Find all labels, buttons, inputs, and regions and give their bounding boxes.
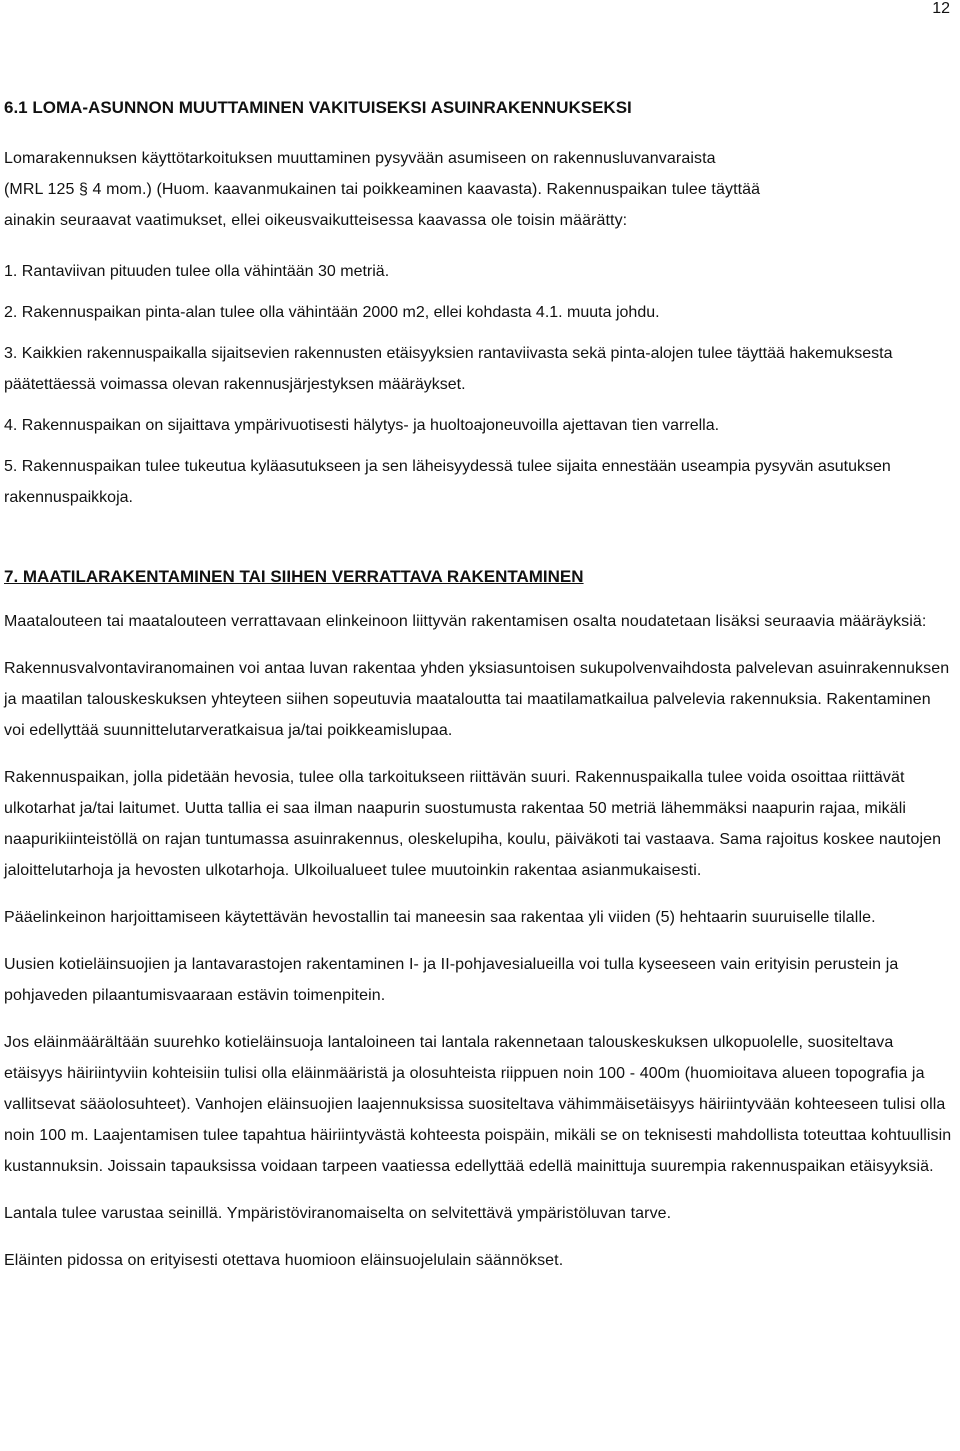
intro-line: (MRL 125 § 4 mom.) (Huom. kaavanmukainen tai poikkeaminen kaavasta). Rakennuspaikan tulee täyttää <box>4 181 761 198</box>
paragraph: Maatalouteen tai maatalouteen verrattavaan elinkeinoon liittyvän rakentamisen osalta noudatetaan lisäksi seuraavia määräyksiä: <box>4 613 927 630</box>
paragraph: Jos eläinmäärältään suurehko kotieläinsuoja lantaloineen tai lantala rakennetaan talouskeskuksen ulkopuolelle, suositeltava etäisyys häiriintyviin kohteisiin tulisi olla eläinmääristä ja olosuhteista riippuen noin 100 - 400m (huomioitava alueen topografia ja vallitsevat sääolosuhteet). Vanhojen eläinsuojien laajennuksissa suositeltava vähimmäisetäisyys häiriintyvään kohteeseen tulisi olla noin 100 m. Laajentamisen tulee tapahtua häiriintyvästä kohteesta poispäin, mikäli se on teknisesti mahdollista toteuttaa kohtuullisin kustannuksin. Joissain tapauksissa voidaan tarpeen vaatiessa edellyttää edellä mainittuja suurempia rakennuspaikan etäisyyksiä. <box>4 1034 952 1175</box>
paragraph: Rakennusvalvontaviranomainen voi antaa luvan rakentaa yhden yksiasuntoisen sukupolvenvaihdosta palvelevan asuinrakennuksen ja maatilan talouskeskuksen yhteyteen siihen sopeutuvia maataloutta tai maatilamatkailua palvelevia rakennuksia. Rakentaminen voi edellyttää suunnittelutarveratkaisua ja/tai poikkeamislupaa. <box>4 660 950 739</box>
requirement-1: 1. Rantaviivan pituuden tulee olla vähintään 30 metriä. <box>4 263 390 280</box>
section-6-1-heading: 6.1 LOMA-ASUNNON MUUTTAMINEN VAKITUISEKSI ASUINRAKENNUKSEKSI <box>4 98 632 117</box>
intro-line: ainakin seuraavat vaatimukset, ellei oikeusvaikutteisessa kaavassa ole toisin määrätty: <box>4 212 628 229</box>
section-7-heading: 7. MAATILARAKENTAMINEN TAI SIIHEN VERRATTAVA RAKENTAMINEN <box>4 567 584 586</box>
requirement-2: 2. Rakennuspaikan pinta-alan tulee olla vähintään 2000 m2, ellei kohdasta 4.1. muuta johdu. <box>4 304 660 321</box>
intro-line: Lomarakennuksen käyttötarkoituksen muuttaminen pysyvään asumiseen on rakennusluvanvaraista <box>4 150 716 167</box>
document-body <box>4 92 956 1288</box>
section-6-1-intro <box>4 143 956 236</box>
requirement-4: 4. Rakennuspaikan on sijaittava ympärivuotisesti hälytys- ja huoltoajoneuvoilla ajettavan tien varrella. <box>4 417 720 434</box>
paragraph: Rakennuspaikan, jolla pidetään hevosia, tulee olla tarkoitukseen riittävän suuri. Rakennuspaikalla tulee voida osoittaa riittävät ulkotarhat ja/tai laitumet. Uutta tallia ei saa ilman naapurin suostumusta rakentaa 50 metriä lähemmäksi naapurin rajaa, mikäli naapurikiinteistöllä on rajan tuntumassa asuinrakennus, oleskelupiha, koulu, päiväkoti tai vastaava. Sama rajoitus koskee nautojen jaloittelutarhoja ja hevosten ulkotarhoja. Ulkoilualueet tulee muutoinkin rakentaa asianmukaisesti. <box>4 769 942 879</box>
requirement-3: 3. Kaikkien rakennuspaikalla sijaitsevien rakennusten etäisyyksien rantaviivasta sekä pinta-alojen tulee täyttää hakemuksesta päätettäessä voimassa olevan rakennusjärjestyksen määräykset. <box>4 345 893 393</box>
page-number: 12 <box>932 0 950 17</box>
paragraph: Pääelinkeinon harjoittamiseen käytettävän hevostallin tai maneesin saa rakentaa yli viiden (5) hehtaarin suuruiselle tilalle. <box>4 909 876 926</box>
paragraph: Uusien kotieläinsuojien ja lantavarastojen rakentaminen I- ja II-pohjavesialueilla voi tulla kyseeseen vain erityisin perustein ja pohjaveden pilaantumisvaaraan estävin toimenpitein. <box>4 956 899 1004</box>
requirement-5: 5. Rakennuspaikan tulee tukeutua kyläasutukseen ja sen läheisyydessä tulee sijaita ennestään useampia pysyvän asutuksen rakennuspaikkoja. <box>4 458 891 506</box>
paragraph: Eläinten pidossa on erityisesti otettava huomioon eläinsuojelulain säännökset. <box>4 1252 564 1269</box>
paragraph: Lantala tulee varustaa seinillä. Ympäristöviranomaiselta on selvitettävä ympäristöluvan tarve. <box>4 1205 672 1222</box>
